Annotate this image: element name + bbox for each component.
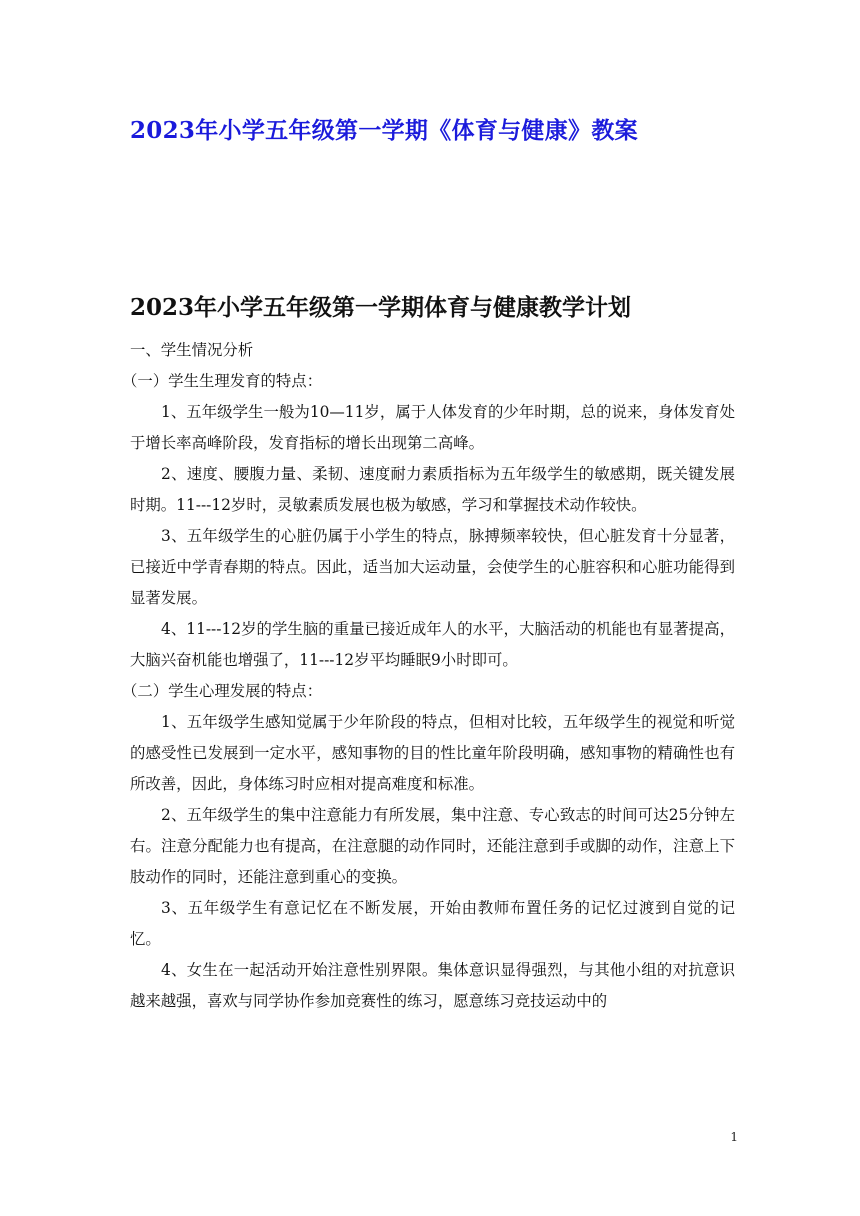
plan-title: 2023年小学五年级第一学期体育与健康教学计划 [130,294,632,321]
document-title: 2023年小学五年级第一学期《体育与健康》教案 [130,117,638,144]
paragraph: 4、女生在一起活动开始注意性别界限。集体意识显得强烈，与其他小组的对抗意识越来越强，喜欢与同学协作参加竞赛性的练习，愿意练习竞技运动中的 [130,961,735,1010]
paragraph: 4、11---12岁的学生脑的重量已接近成年人的水平，大脑活动的机能也有显著提高，大脑兴奋机能也增强了，11---12岁平均睡眠9小时即可。 [130,620,735,669]
paragraph: 2、速度、腰腹力量、柔韧、速度耐力素质指标为五年级学生的敏感期，既关键发展时期。11---12岁时，灵敏素质发展也极为敏感，学习和掌握技术动作较快。 [130,465,735,514]
section-heading-student-analysis: 一、学生情况分析 [130,341,254,359]
page-number: 1 [730,1130,738,1144]
document-body [122,335,735,1017]
paragraph: 3、五年级学生有意记忆在不断发展，开始由教师布置任务的记忆过渡到自觉的记忆。 [130,899,735,948]
subheading-physiological: （一）学生生理发育的特点： [122,372,323,390]
subheading-psychological: （二）学生心理发展的特点： [122,682,323,700]
paragraph: 2、五年级学生的集中注意能力有所发展，集中注意、专心致志的时间可达25分钟左右。注意分配能力也有提高，在注意腿的动作同时，还能注意到手或脚的动作，注意上下肢动作的同时，还能注意到重心的变换。 [130,806,735,886]
paragraph: 1、五年级学生一般为10—11岁，属于人体发育的少年时期，总的说来，身体发育处于增长率高峰阶段，发育指标的增长出现第二高峰。 [130,403,735,452]
paragraph: 1、五年级学生感知觉属于少年阶段的特点，但相对比较，五年级学生的视觉和听觉的感受性已发展到一定水平，感知事物的目的性比童年阶段明确，感知事物的精确性也有所改善，因此，身体练习时应相对提高难度和标准。 [130,713,735,793]
paragraph: 3、五年级学生的心脏仍属于小学生的特点，脉搏频率较快，但心脏发育十分显著，已接近中学青春期的特点。因此，适当加大运动量，会使学生的心脏容积和心脏功能得到显著发展。 [130,527,735,607]
